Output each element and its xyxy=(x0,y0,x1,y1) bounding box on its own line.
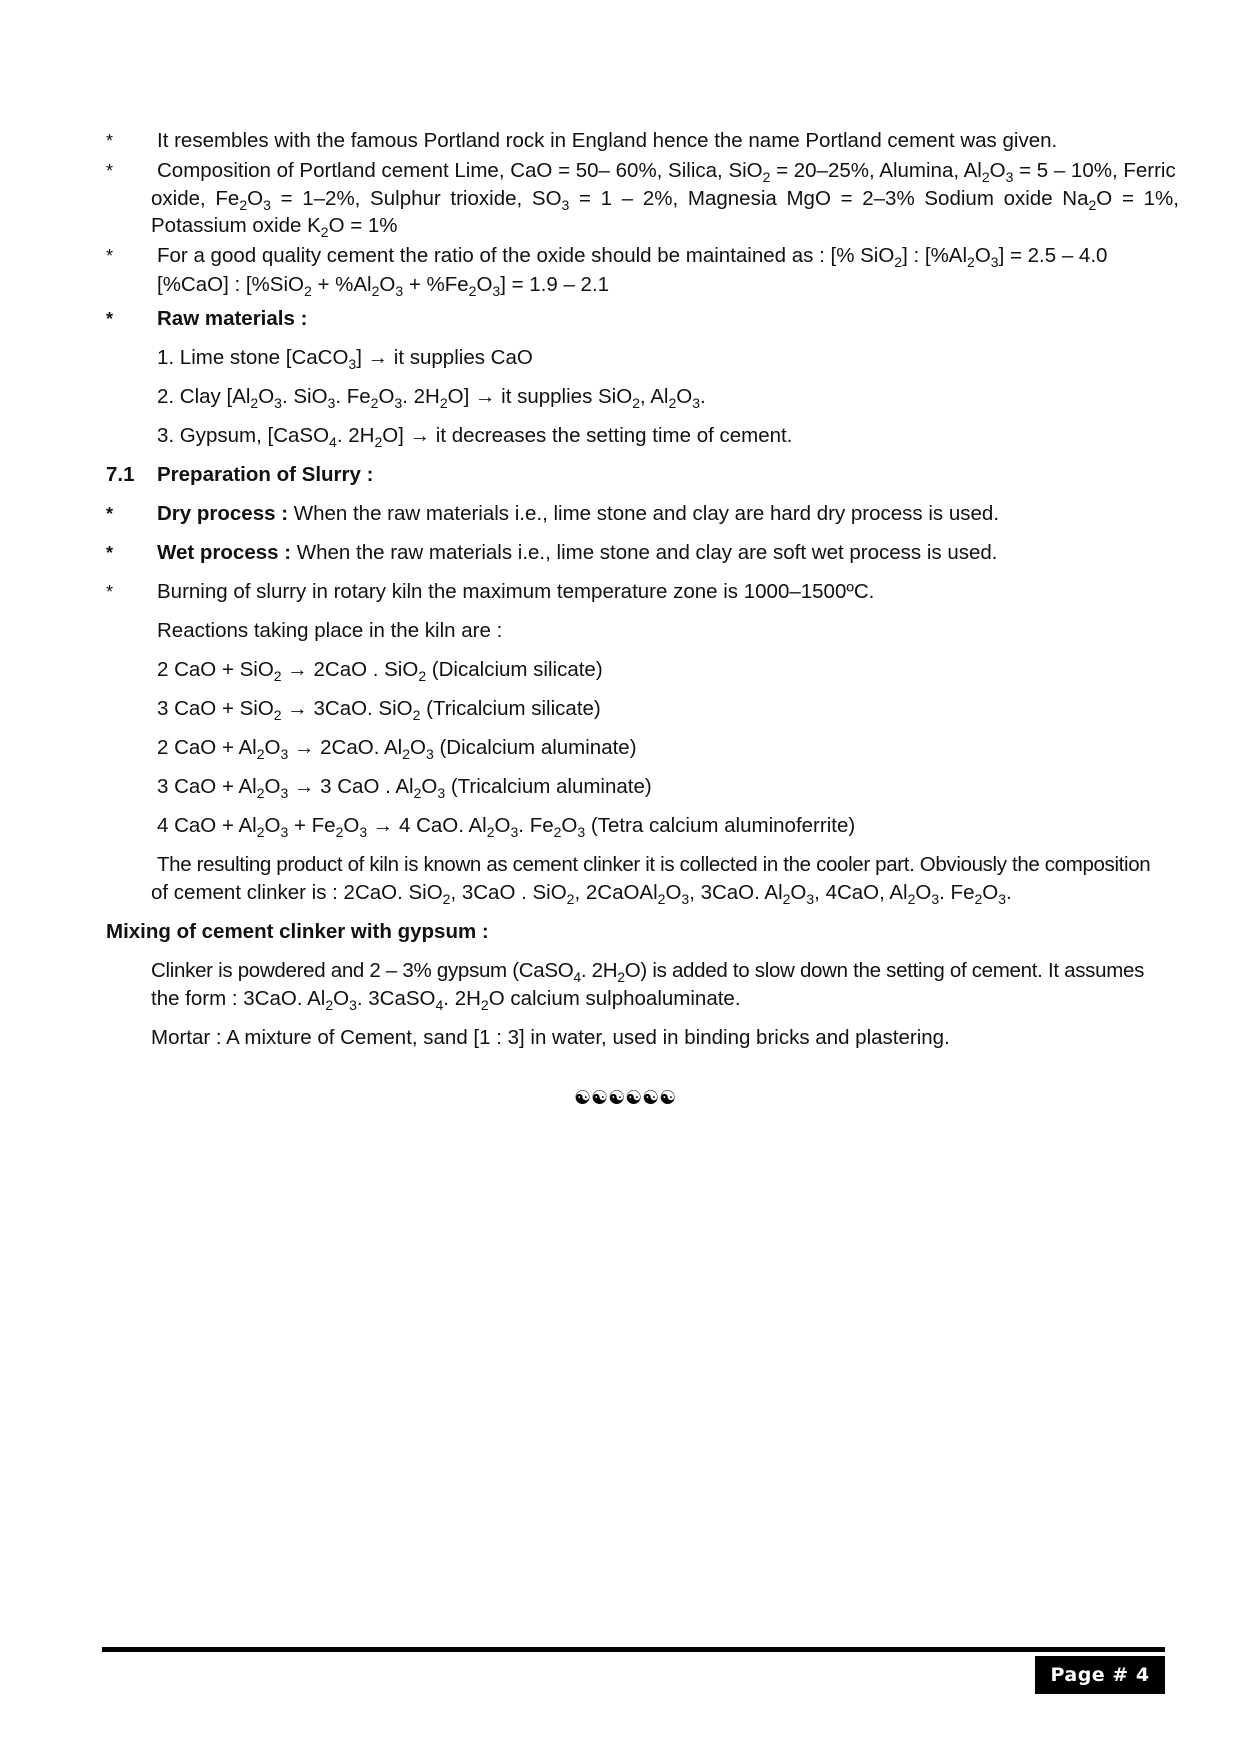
reactions-intro: Reactions taking place in the kiln are : xyxy=(157,619,503,642)
bullet-star: * xyxy=(106,309,114,329)
page-number-badge: Page # 4 xyxy=(1035,1656,1165,1694)
bullet-star: * xyxy=(106,131,114,151)
raw-materials-heading: Raw materials : xyxy=(157,307,308,330)
clinker-paragraph-line-1: The resulting product of kiln is known as cement clinker it is collected in the cooler part. Obviously the composition xyxy=(157,853,1151,876)
composition-line-3: Potassium oxide $K_2O = 1\%$ xyxy=(151,214,398,240)
section-heading-mixing: Mixing of cement clinker with gypsum : xyxy=(106,920,489,943)
wet-process-text: Wet process : When the raw materials i.e., lime stone and clay are soft wet process is used. xyxy=(157,541,998,564)
reaction-tricalcium-silicate: 3 CaO + SiO$_2$ → 3CaO. SiO$_2$ (Tricalcium silicate) xyxy=(157,697,601,723)
raw-material-item-gypsum: 3. Gypsum, [CaSO$_4$. $2H_2O$] → it decreases the setting time of cement. xyxy=(157,424,793,450)
mortar-definition: Mortar : A mixture of Cement, sand [1 : 3] in water, used in binding bricks and plastering. xyxy=(151,1026,950,1049)
section-number: 7.1 xyxy=(106,463,135,486)
raw-material-item-limestone: 1. Lime stone [CaCO$_3$] → it supplies CaO xyxy=(157,346,533,372)
bullet-star: * xyxy=(106,161,114,181)
reaction-dicalcium-silicate: 2 CaO + SiO$_2$ → 2CaO . SiO$_2$ (Dicalcium silicate) xyxy=(157,658,603,684)
oxide-ratio-line-1: For a good quality cement the ratio of the oxide should be maintained as : [% SiO$_2$] : $[\%Al_2O_3] = 2.5 - 4.0$ xyxy=(157,244,1108,270)
mixing-paragraph-line-2: the form : 3CaO. $Al_2O_3$. 3CaSO$_4$. $2H_2O$ calcium sulphoaluminate. xyxy=(151,987,741,1013)
bullet-star: * xyxy=(106,582,114,602)
composition-line-1: Composition of Portland cement Lime, CaO = 50– 60%, Silica, SiO$_2$ = 20–25%, Alumina, $Al_2O_3 = 5 - 10\%$, Ferric xyxy=(157,159,1176,185)
bullet-star: * xyxy=(106,246,114,266)
bullet-star: * xyxy=(106,543,114,563)
yin-yang-ornament-icon: ☯☯☯☯☯☯ xyxy=(574,1087,677,1109)
dry-process-text: Dry process : When the raw materials i.e., lime stone and clay are hard dry process is used. xyxy=(157,502,1000,525)
reaction-tetracalcium-aluminoferrite: 4 CaO + $Al_2O_3 + Fe_2O_3 \to 4$ CaO. $Al_2O_3$. $Fe_2O_3$ (Tetra calcium aluminoferrite) xyxy=(157,814,856,840)
section-heading-slurry: Preparation of Slurry : xyxy=(157,463,374,486)
composition-line-2: oxide, $Fe_2O_3 = 1-2\%$, Sulphur trioxide, $SO_3 = 1 - 2\%$, Magnesia MgO = 2–3% Sodium oxide $Na_2O = 1\%$, xyxy=(151,187,1179,213)
reaction-tricalcium-aluminate: 3 CaO + $Al_2O_3 \to 3$ CaO . $Al_2O_3$ (Tricalcium aluminate) xyxy=(157,775,652,801)
burning-text: Burning of slurry in rotary kiln the maximum temperature zone is 1000–1500ºC. xyxy=(157,580,875,603)
clinker-paragraph-line-2: of cement clinker is : 2CaO. SiO$_2$, 3CaO . SiO$_2$, $2CaOAl_2O_3$, 3CaO. $Al_2O_3$, 4CaO, $Al_2O_3$. $Fe_2O_3$. xyxy=(151,881,1012,907)
oxide-ratio-line-2: [%CaO] : $[\%SiO_2 + \%Al_2O_3 + \%Fe_2O_3] = 1.9 - 2.1$ xyxy=(157,273,610,299)
footer-rule xyxy=(102,1647,1165,1652)
bullet-star: * xyxy=(106,504,114,524)
reaction-dicalcium-aluminate: 2 CaO + $Al_2O_3 \to 2CaO$. $Al_2O_3$ (Dicalcium aluminate) xyxy=(157,736,637,762)
raw-material-item-clay: 2. Clay [$Al_2O_3$. SiO$_3$. $Fe_2O_3$. $2H_2O$] → it supplies SiO$_2$, $Al_2O_3$. xyxy=(157,385,706,411)
portland-origin-text: It resembles with the famous Portland rock in England hence the name Portland cement was given. xyxy=(157,129,1058,152)
mixing-paragraph-line-1: Clinker is powdered and 2 – 3% gypsum (CaSO$_4$. $2H_2O$) is added to slow down the setting of cement. It assumes xyxy=(151,959,1145,985)
